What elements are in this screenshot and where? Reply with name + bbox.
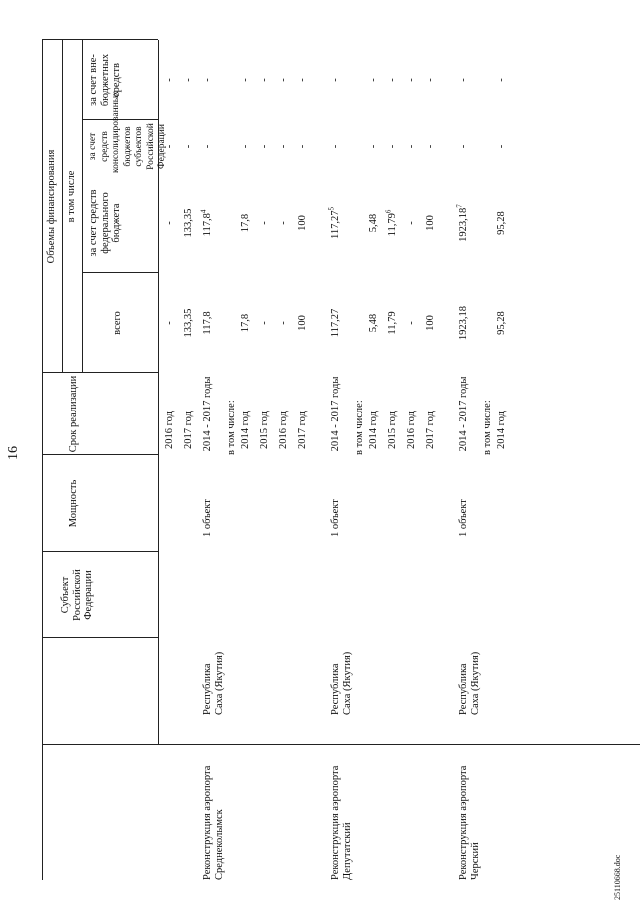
federal-cell-footnote: 5 bbox=[327, 207, 336, 211]
term-cell: 2017 год bbox=[183, 411, 194, 449]
federal-cell: 17,8 bbox=[240, 213, 251, 233]
extra-cell: - bbox=[425, 78, 436, 82]
total-cell: 100 bbox=[297, 315, 308, 331]
total-cell: 17,8 bbox=[240, 313, 251, 333]
term-cell: 2017 год bbox=[297, 411, 308, 449]
regional-cell: - bbox=[164, 144, 175, 149]
regional-cell: - bbox=[240, 144, 251, 149]
regional-cell: - bbox=[259, 144, 270, 149]
term-cell: 2014 год bbox=[496, 411, 507, 449]
term-cell: 2015 год bbox=[259, 411, 270, 449]
extra-cell: - bbox=[183, 78, 194, 82]
extra-cell: - bbox=[240, 78, 251, 82]
total-cell: 95,28 bbox=[496, 311, 507, 335]
total-cell: - bbox=[164, 321, 175, 325]
header-subject: Субъект Российской Федерации bbox=[60, 569, 94, 621]
project-name: Реконструкция аэропорта Депутатский bbox=[330, 765, 353, 880]
term-cell: 2016 год bbox=[278, 411, 289, 449]
total-cell: 1923,18 bbox=[458, 305, 469, 341]
term-cell: 2014 год bbox=[368, 411, 379, 449]
table-top-border bbox=[42, 40, 43, 880]
project-name: Реконструкция аэропорта Среднеколымск bbox=[202, 765, 225, 880]
regional-cell: - bbox=[183, 144, 194, 149]
total-cell: 133,35 bbox=[183, 308, 194, 338]
project-subject: Республика Саха (Якутия) bbox=[458, 651, 481, 715]
footer-code: 25110668.doc bbox=[613, 854, 622, 900]
regional-cell: - bbox=[202, 144, 213, 149]
term-cell: 2016 год bbox=[406, 411, 417, 449]
term-cell: 2014 - 2017 годы bbox=[202, 376, 213, 452]
including-label: в том числе: bbox=[482, 400, 493, 455]
col-line-1 bbox=[42, 744, 640, 745]
regional-cell: - bbox=[425, 144, 436, 149]
funding-divider bbox=[62, 40, 63, 373]
header-regional: за счет средств консолидированных бюджетов субъектов Российской Федерации bbox=[88, 91, 167, 173]
term-cell: 2016 год bbox=[164, 411, 175, 449]
project-capacity: 1 объект bbox=[458, 499, 469, 537]
federal-cell: 5,48 bbox=[368, 213, 379, 233]
term-cell: 2014 - 2017 годы bbox=[330, 376, 341, 452]
extra-cell: - bbox=[387, 78, 398, 82]
federal-cell: 117,8$^4$ bbox=[199, 209, 213, 237]
total-cell: - bbox=[278, 321, 289, 325]
col-line-4 bbox=[42, 454, 158, 455]
project-capacity: 1 объект bbox=[330, 499, 341, 537]
federal-cell: 95,28 bbox=[496, 211, 507, 235]
term-cell: 2014 год bbox=[240, 411, 251, 449]
federal-cell: 1923,18$^7$ bbox=[455, 204, 469, 242]
extra-cell: - bbox=[458, 78, 469, 82]
regional-cell: - bbox=[496, 144, 507, 149]
federal-cell: - bbox=[406, 221, 417, 225]
federal-cell: 133,35 bbox=[183, 208, 194, 238]
including-label: в том числе: bbox=[226, 400, 237, 455]
including-label: в том числе: bbox=[354, 400, 365, 455]
page-number: 16 bbox=[6, 446, 21, 460]
header-capacity: Мощность bbox=[68, 479, 79, 528]
regional-cell: - bbox=[297, 144, 308, 149]
extra-cell: - bbox=[164, 78, 175, 82]
header-federal: за счет средств федерального бюджета bbox=[88, 189, 122, 257]
project-subject: Республика Саха (Якутия) bbox=[202, 651, 225, 715]
term-cell: 2017 год bbox=[425, 411, 436, 449]
regional-cell: - bbox=[278, 144, 289, 149]
federal-cell: 100 bbox=[425, 215, 436, 231]
regional-cell: - bbox=[387, 144, 398, 149]
extra-cell: - bbox=[278, 78, 289, 82]
header-funding: Объемы финансирования bbox=[46, 149, 57, 264]
federal-cell: 11,79$^6$ bbox=[384, 209, 398, 237]
total-cell: 117,8 bbox=[202, 311, 213, 335]
regional-cell: - bbox=[330, 144, 341, 149]
federal-cell: 100 bbox=[297, 215, 308, 231]
total-cell: 100 bbox=[425, 315, 436, 331]
term-cell: 2014 - 2017 годы bbox=[458, 376, 469, 452]
federal-cell: - bbox=[164, 221, 175, 225]
extra-cell: - bbox=[496, 78, 507, 82]
header-including: в том числе bbox=[66, 170, 77, 223]
regional-cell: - bbox=[368, 144, 379, 149]
project-capacity: 1 объект bbox=[202, 499, 213, 537]
regional-cell: - bbox=[406, 144, 417, 149]
regional-cell: - bbox=[458, 144, 469, 149]
extra-cell: - bbox=[406, 78, 417, 82]
extra-cell: - bbox=[368, 78, 379, 82]
project-name: Реконструкция аэропорта Черский bbox=[458, 765, 481, 880]
federal-cell-footnote: 6 bbox=[384, 209, 393, 214]
term-cell: 2015 год bbox=[387, 411, 398, 449]
total-cell: 117,27 bbox=[330, 308, 341, 338]
header-total: всего bbox=[112, 311, 123, 335]
federal-cell-footnote: 4 bbox=[199, 209, 208, 214]
extra-cell: - bbox=[297, 78, 308, 82]
total-cell: - bbox=[259, 321, 270, 325]
total-cell: 11,79 bbox=[387, 311, 398, 335]
header-extra: за счет вне-бюджетных средств bbox=[88, 53, 122, 107]
extra-cell: - bbox=[330, 78, 341, 82]
including-divider bbox=[82, 40, 83, 373]
total-cell: 5,48 bbox=[368, 313, 379, 333]
col-line-5 bbox=[42, 372, 158, 373]
federal-cell: - bbox=[259, 221, 270, 225]
extra-cell: - bbox=[259, 78, 270, 82]
project-subject: Республика Саха (Якутия) bbox=[330, 651, 353, 715]
header-term: Срок реализации bbox=[68, 375, 79, 453]
federal-cell-footnote: 7 bbox=[455, 204, 464, 208]
total-cell: - bbox=[406, 321, 417, 325]
extra-cell: - bbox=[202, 78, 213, 82]
federal-cell: - bbox=[278, 221, 289, 225]
federal-cell: 117,27$^5$ bbox=[327, 207, 341, 239]
